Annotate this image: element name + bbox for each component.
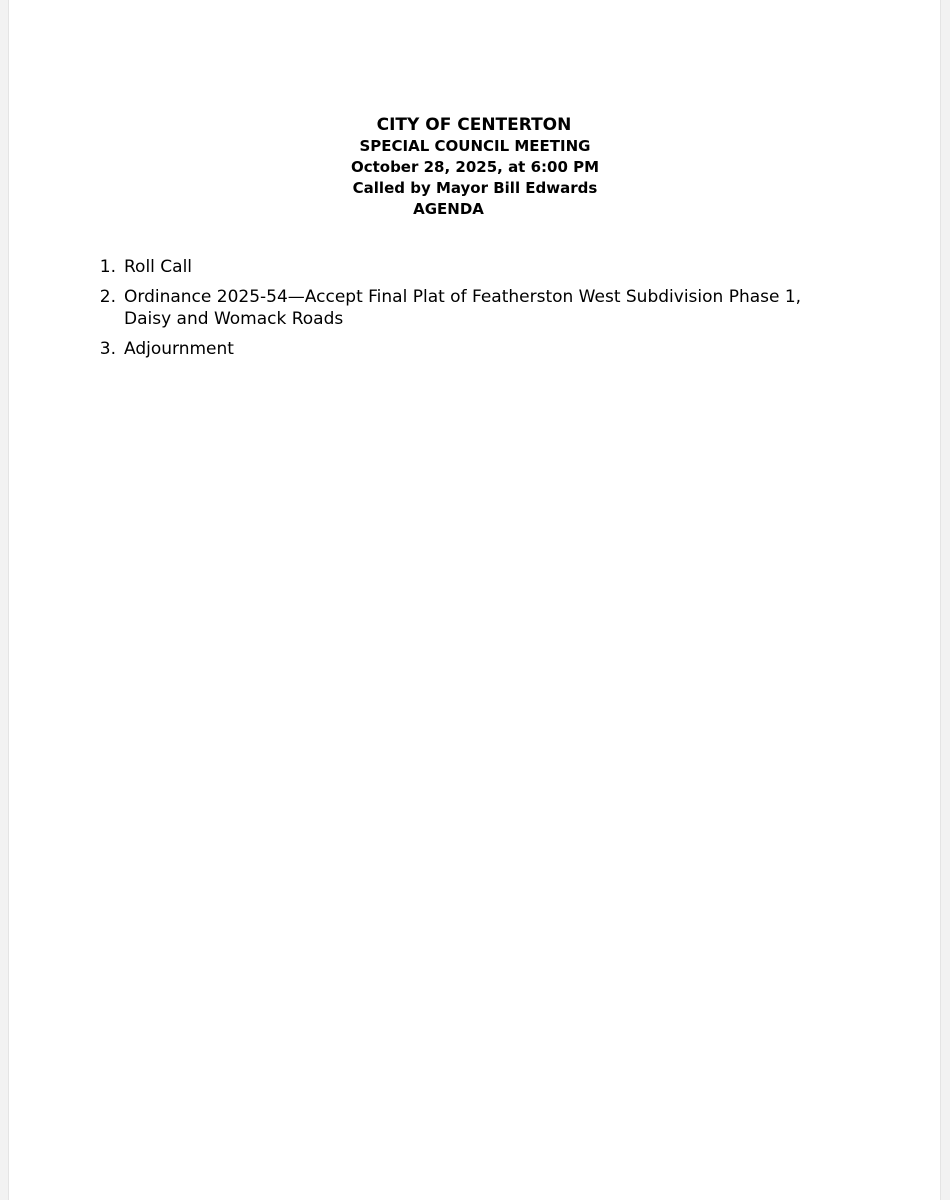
agenda-list xyxy=(87,256,804,368)
agenda-item-ordinance xyxy=(87,286,804,330)
agenda-item-number: 1. xyxy=(99,257,116,277)
called-by: Called by Mayor Bill Edwards xyxy=(352,179,598,197)
agenda-item-text: Ordinance 2025-54—Accept Final Plat of Featherston West Subdivision Phase 1, Daisy and Womack Roads xyxy=(124,287,802,329)
agenda-item-number: 3. xyxy=(99,339,116,359)
document-page xyxy=(9,0,940,1200)
agenda-item-text: Adjournment xyxy=(124,339,234,359)
agenda-item-roll-call xyxy=(87,256,804,278)
agenda-item-adjournment xyxy=(87,338,804,360)
agenda-header xyxy=(9,114,940,220)
agenda-item-text: Roll Call xyxy=(124,257,193,277)
agenda-title: AGENDA xyxy=(413,200,484,218)
agenda-item-number: 2. xyxy=(99,287,116,307)
meeting-type: SPECIAL COUNCIL MEETING xyxy=(359,137,591,155)
meeting-date-time: October 28, 2025, at 6:00 PM xyxy=(350,158,600,176)
city-name: CITY OF CENTERTON xyxy=(376,115,572,135)
